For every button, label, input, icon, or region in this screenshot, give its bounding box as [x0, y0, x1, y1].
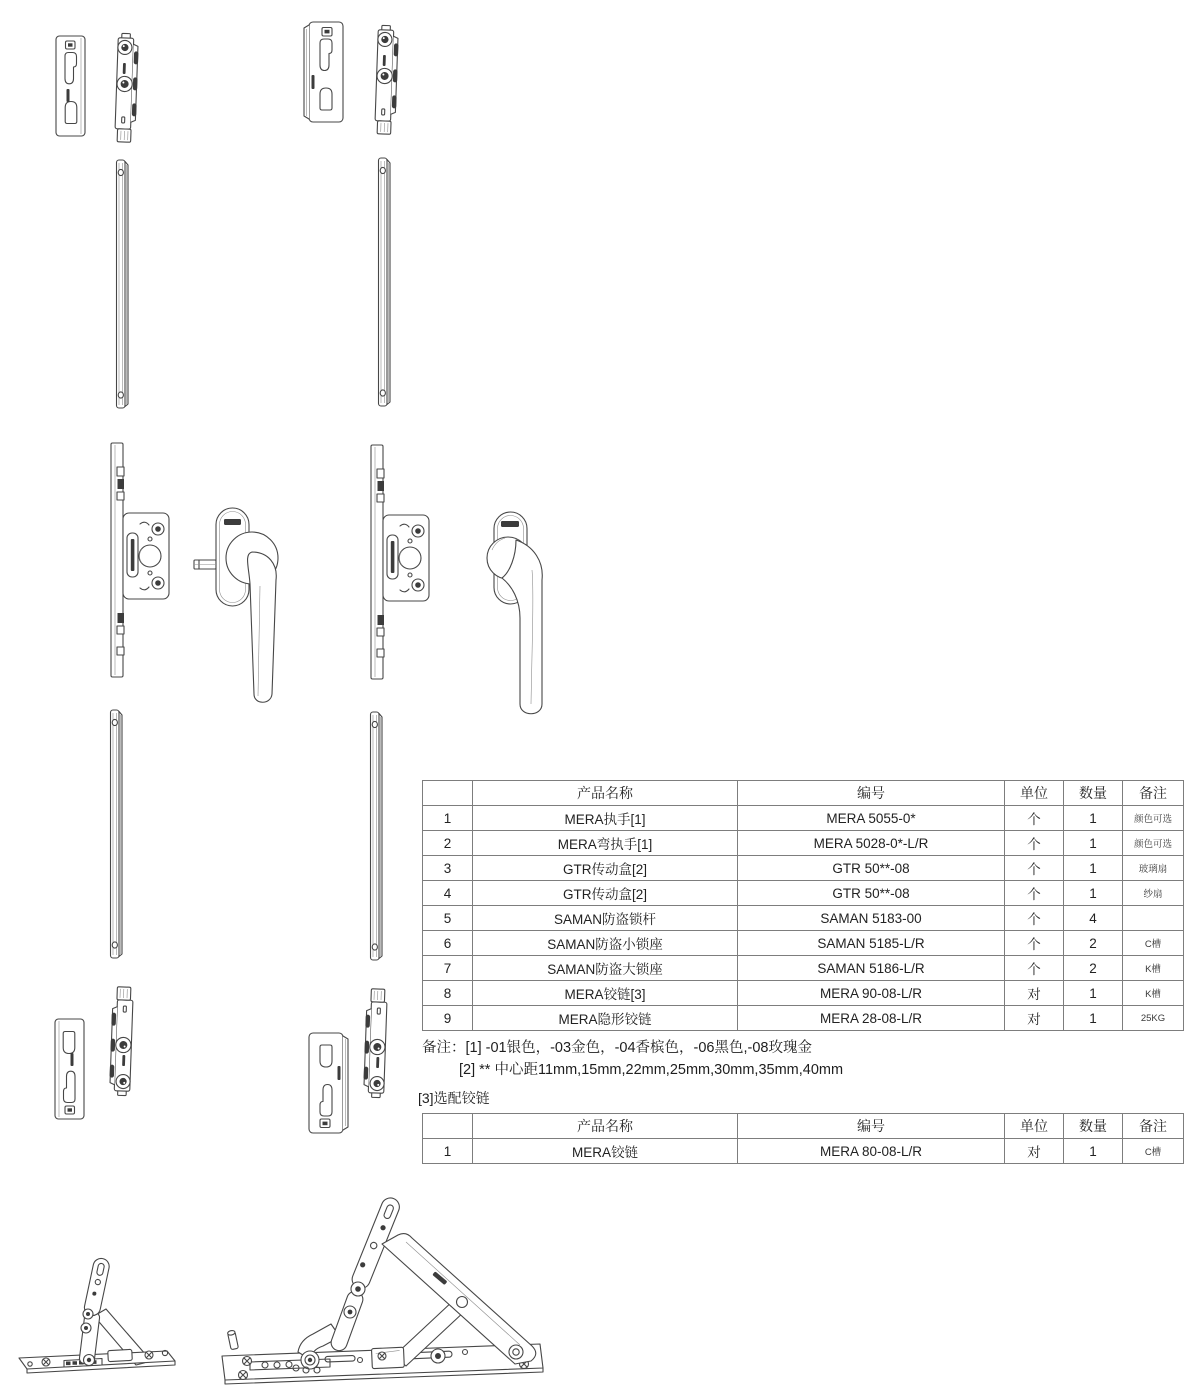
lock-rod-drawing-3: [105, 706, 127, 967]
table-cell: 1: [1064, 831, 1123, 856]
table-cell: GTR 50**-08: [738, 856, 1005, 881]
lock-rod-drawing-2: [373, 154, 395, 415]
table-cell: C槽: [1123, 1139, 1184, 1164]
lock-rod-drawing-1: [111, 156, 133, 417]
table-cell: 1: [423, 806, 473, 831]
table-header-cell: 备注: [1123, 781, 1184, 806]
table-cell: 4: [423, 881, 473, 906]
table-cell: [1123, 906, 1184, 931]
optional-hinge-table: [422, 1113, 1184, 1164]
keeper-small-drawing-2: [50, 1012, 86, 1121]
table-row: [423, 1139, 1184, 1164]
gearbox-drawing-1: [107, 441, 173, 686]
lock-point-drawing-1: [104, 32, 146, 149]
table-header-cell: [423, 781, 473, 806]
table-cell: 对: [1005, 1006, 1064, 1031]
table-header-cell: 单位: [1005, 781, 1064, 806]
lock-point-drawing-2: [364, 24, 406, 141]
table-cell: 个: [1005, 931, 1064, 956]
gearbox-drawing-2: [367, 443, 433, 688]
table-header-cell: 数量: [1064, 1114, 1123, 1139]
table-cell: 纱扇: [1123, 881, 1184, 906]
table-cell: SAMAN防盗锁杆: [473, 906, 738, 931]
table-cell: 25KG: [1123, 1006, 1184, 1031]
table-cell: SAMAN防盗大锁座: [473, 956, 738, 981]
table-header-row: [423, 1114, 1184, 1139]
table-cell: 1: [1064, 881, 1123, 906]
table-row: [423, 856, 1184, 881]
optional-hinge-section-label: [3]选配铰链: [418, 1090, 490, 1106]
table-cell: 2: [1064, 956, 1123, 981]
table-cell: SAMAN 5186-L/R: [738, 956, 1005, 981]
lock-point-drawing-4: [356, 982, 398, 1099]
table-row: [423, 1006, 1184, 1031]
table-cell: SAMAN 5185-L/R: [738, 931, 1005, 956]
table-cell: 3: [423, 856, 473, 881]
table-cell: SAMAN防盗小锁座: [473, 931, 738, 956]
table-cell: 对: [1005, 1139, 1064, 1164]
handle-straight-drawing: [192, 504, 292, 721]
table-header-cell: 产品名称: [473, 781, 738, 806]
table-cell: 2: [423, 831, 473, 856]
table-cell: 玻璃扇: [1123, 856, 1184, 881]
table-cell: 个: [1005, 956, 1064, 981]
table-cell: 颜色可选: [1123, 831, 1184, 856]
table-cell: MERA 28-08-L/R: [738, 1006, 1005, 1031]
table-row: [423, 881, 1184, 906]
table-cell: 1: [1064, 981, 1123, 1006]
table-row: [423, 956, 1184, 981]
table-cell: 1: [423, 1139, 473, 1164]
table-header-row: [423, 781, 1184, 806]
table-cell: GTR 50**-08: [738, 881, 1005, 906]
table-header-cell: 产品名称: [473, 1114, 738, 1139]
table-cell: 个: [1005, 856, 1064, 881]
table-row: [423, 806, 1184, 831]
table-header-cell: 编号: [738, 781, 1005, 806]
table-cell: 个: [1005, 906, 1064, 931]
main-parts-table: [422, 780, 1184, 1031]
table-cell: MERA弯执手[1]: [473, 831, 738, 856]
hinge-small-drawing: [16, 1252, 180, 1397]
table-cell: SAMAN 5183-00: [738, 906, 1005, 931]
table-cell: 个: [1005, 806, 1064, 831]
table-cell: MERA 5028-0*-L/R: [738, 831, 1005, 856]
table-cell: MERA执手[1]: [473, 806, 738, 831]
notes-line-2: [2] ** 中心距11mm,15mm,22mm,25mm,30mm,35mm,40mm: [459, 1062, 844, 1078]
table-cell: 4: [1064, 906, 1123, 931]
table-cell: 对: [1005, 981, 1064, 1006]
table-cell: 1: [1064, 1006, 1123, 1031]
table-cell: MERA 5055-0*: [738, 806, 1005, 831]
table-cell: MERA铰链[3]: [473, 981, 738, 1006]
table-cell: MERA隐形铰链: [473, 1006, 738, 1031]
table-cell: 9: [423, 1006, 473, 1031]
table-cell: 个: [1005, 831, 1064, 856]
lock-point-drawing-3: [102, 980, 144, 1097]
table-header-cell: 单位: [1005, 1114, 1064, 1139]
table-cell: 2: [1064, 931, 1123, 956]
table-cell: MERA 80-08-L/R: [738, 1139, 1005, 1164]
table-cell: 1: [1064, 1139, 1123, 1164]
table-cell: 6: [423, 931, 473, 956]
table-cell: 1: [1064, 856, 1123, 881]
table-cell: 7: [423, 956, 473, 981]
table-cell: GTR传动盒[2]: [473, 856, 738, 881]
table-cell: GTR传动盒[2]: [473, 881, 738, 906]
lock-rod-drawing-4: [365, 708, 387, 969]
table-header-cell: [423, 1114, 473, 1139]
handle-bent-drawing: [460, 508, 555, 731]
table-header-cell: 备注: [1123, 1114, 1184, 1139]
table-cell: MERA 90-08-L/R: [738, 981, 1005, 1006]
table-row: [423, 931, 1184, 956]
table-cell: 1: [1064, 806, 1123, 831]
table-row: [423, 906, 1184, 931]
table-cell: MERA铰链: [473, 1139, 738, 1164]
keeper-large-drawing-2: [306, 1024, 352, 1135]
table-cell: 5: [423, 906, 473, 931]
table-row: [423, 831, 1184, 856]
notes-line-1: 备注：[1] -01银色，-03金色，-04香槟色，-06黑色,-08玫瑰金: [422, 1040, 812, 1056]
table-cell: K槽: [1123, 981, 1184, 1006]
table-header-cell: 数量: [1064, 781, 1123, 806]
table-cell: 8: [423, 981, 473, 1006]
keeper-small-drawing-1: [54, 34, 90, 143]
table-row: [423, 981, 1184, 1006]
keeper-large-drawing-1: [300, 20, 346, 131]
table-cell: 个: [1005, 881, 1064, 906]
table-header-cell: 编号: [738, 1114, 1005, 1139]
table-cell: 颜色可选: [1123, 806, 1184, 831]
table-cell: C槽: [1123, 931, 1184, 956]
hinge-large-drawing: [210, 1190, 548, 1400]
table-cell: K槽: [1123, 956, 1184, 981]
